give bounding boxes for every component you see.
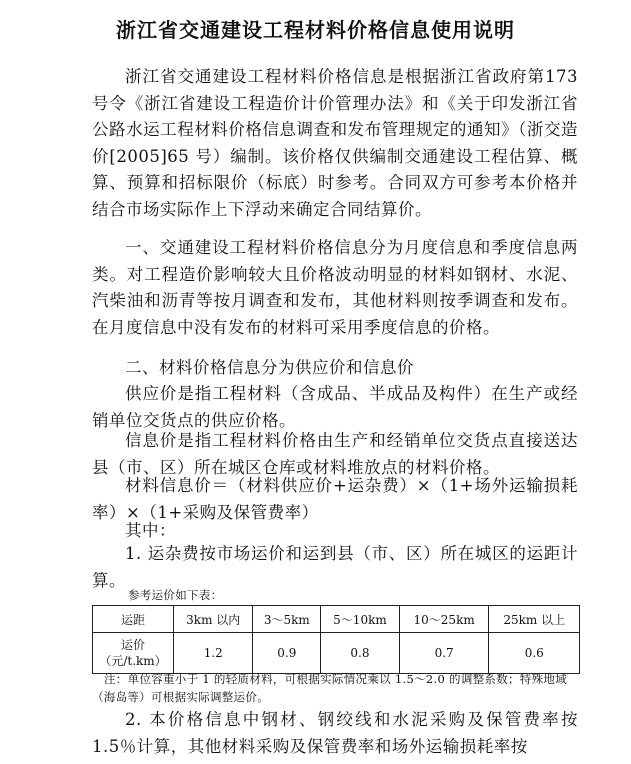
among-label: 其中： [125, 521, 176, 540]
price-cell: 0.6 [489, 633, 580, 674]
price-cell: 0.9 [253, 633, 321, 674]
info-price-paragraph: 信息价是指工程材料价格由生产和经销单位交货点直接送达县（市、区）所在城区仓库或材料堆放点的材料价格。 [92, 431, 578, 477]
document-title: 浙江省交通建设工程材料价格信息使用说明 [116, 18, 515, 42]
section-1-paragraph: 一、交通建设工程材料价格信息分为月度信息和季度信息两类。对工程造价影响较大且价格波动明显的材料如钢材、水泥、汽柴油和沥青等按月调查和发布，其他材料则按季调查和发布。在月度信息中没有发布的材料可采用季度信息的价格。 [92, 238, 578, 337]
row-header-price: 运价（元/t.km） [93, 633, 174, 674]
distance-cell: 3km 以内 [174, 606, 253, 633]
item-2-paragraph: 2. 本价格信息中钢材、钢绞线和水泥采购及保管费率按1.5％计算，其他材料采购及保管费率和场外运输损耗率按 [92, 710, 578, 756]
price-cell: 0.7 [399, 633, 489, 674]
item-1-paragraph: 1. 运杂费按市场运价和运到县（市、区）所在城区的运距计算。 [92, 544, 578, 590]
table-caption: 参考运价如下表： [128, 588, 223, 602]
distance-cell: 5～10km [321, 606, 400, 633]
price-cell: 1.2 [174, 633, 253, 674]
supply-price-paragraph: 供应价是指工程材料（含成品、半成品及构件）在生产或经销单位交货点的供应价格。 [92, 384, 578, 430]
row-header-distance: 运距 [93, 606, 174, 633]
section-2-heading: 二、材料价格信息分为供应价和信息价 [125, 358, 414, 377]
intro-paragraph: 浙江省交通建设工程材料价格信息是根据浙江省政府第173 号令《浙江省建设工程造价计价管理办法》和《关于印发浙江省公路水运工程材料价格信息调查和发布管理规定的通知》（浙交造价[2005]65 号）编制。该价格仅供编制交通建设工程估算、概算、预算和招标限价（标底）时参考。合同双方可参考本价格并结合市场实际作上下浮动来确定合同结算价。 [92, 67, 578, 219]
table-row [93, 606, 580, 633]
table-note: 注：单位容重小于 1 的轻质材料，可根据实际情况乘以 1.5～2.0 的调整系数；特殊地域（海岛等）可根据实际调整运价。 [92, 672, 568, 704]
distance-cell: 10～25km [399, 606, 489, 633]
distance-cell: 25km 以上 [489, 606, 580, 633]
distance-cell: 3～5km [253, 606, 321, 633]
freight-rate-table [92, 605, 580, 674]
formula-paragraph: 材料信息价＝（材料供应价+运杂费）×（1+场外运输损耗率）×（1+采购及保管费率） [92, 476, 578, 522]
table-row [93, 633, 580, 674]
price-cell: 0.8 [321, 633, 400, 674]
